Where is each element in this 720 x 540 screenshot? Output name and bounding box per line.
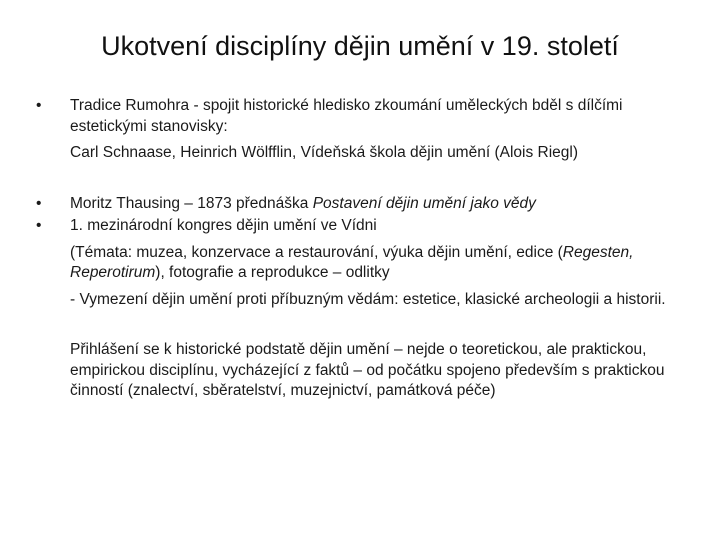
bullet-item-thausing <box>36 194 684 215</box>
bullet-dot: • <box>36 97 42 114</box>
congress-topics <box>36 243 684 284</box>
bullet-subtext-names: Carl Schnaase, Heinrich Wölfflin, Vídeňská škola dějin umění (Alois Riegl) <box>70 144 578 161</box>
conclusion-paragraph: Přihlášení se k historické podstatě dějin umění – nejde o teoretickou, ale praktickou, empirickou disciplínu, vycházející z faktů – od počátku spojeno především s praktickou činností (znalectví, sběratelství, muzejnictví, památková péče) <box>70 341 665 399</box>
bullet-text-italic: Postavení dějin umění jako vědy <box>312 194 536 212</box>
slide-title: Ukotvení disciplíny dějin umění v 19. století <box>101 31 619 61</box>
bullet-text-prefix: Moritz Thausing – 1873 přednáška <box>70 194 313 212</box>
topics-suffix: ), fotografie a reprodukce – odlitky <box>155 264 390 281</box>
congress-delimitation: - Vymezení dějin umění proti příbuzným vědám: estetice, klasické archeologii a historii. <box>70 290 666 308</box>
bullet-text: 1. mezinárodní kongres dějin umění ve Vídni <box>70 217 377 234</box>
bullet-item-rumohr <box>36 96 684 137</box>
bullet-item-congress <box>36 216 684 237</box>
bullet-text: Tradice Rumohra - spojit historické hledisko zkoumání uměleckých bděl s dílčími estetickými stanovisky: <box>70 97 623 135</box>
topics-italic: Regesten, Reperotirum <box>70 243 634 281</box>
topics-prefix: (Témata: muzea, konzervace a restaurování, výuka dějin umění, edice ( <box>70 243 563 261</box>
bullet-dot: • <box>36 217 42 234</box>
bullet-dot: • <box>36 194 42 212</box>
slide-body <box>36 96 684 402</box>
